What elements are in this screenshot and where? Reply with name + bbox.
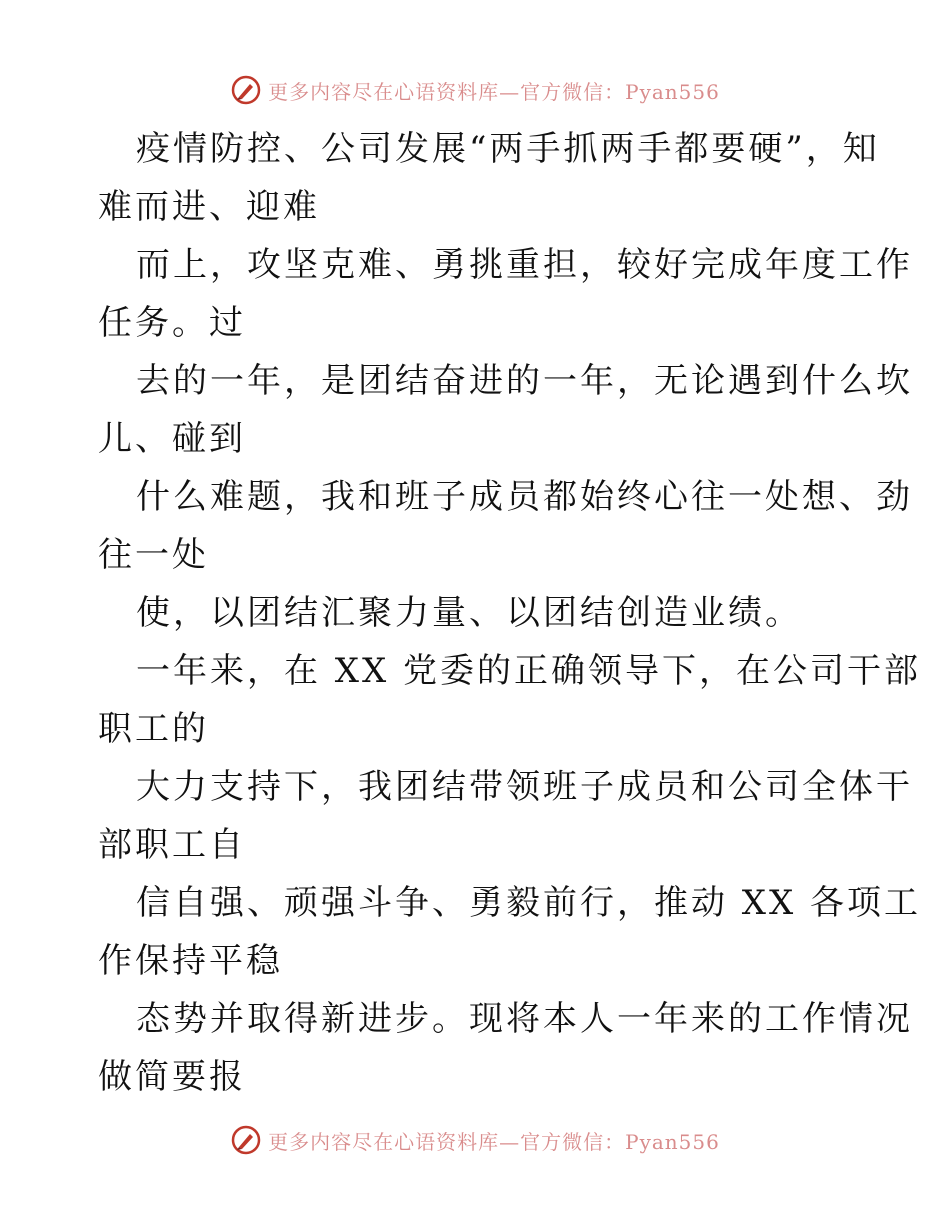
text-line: 信自强、顽强斗争、勇毅前行，推动 XX 各项工	[136, 883, 922, 923]
text-line: 做简要报	[98, 1057, 246, 1097]
text-line: 大力支持下，我团结带领班子成员和公司全体干	[136, 767, 913, 807]
text-line: 态势并取得新进步。现将本人一年来的工作情况	[136, 999, 913, 1039]
text-line: 儿、碰到	[98, 419, 246, 459]
text-line: 使，以团结汇聚力量、以团结创造业绩。	[136, 593, 802, 633]
text-line: 而上，攻坚克难、勇挑重担，较好完成年度工作	[136, 245, 913, 285]
text-line: 什么难题，我和班子成员都始终心往一处想、劲	[136, 477, 913, 517]
text-line: 疫情防控、公司发展“两手抓两手都要硬”，知	[136, 129, 880, 169]
pen-logo-icon	[230, 74, 262, 106]
watermark-text: 更多内容尽在心语资料库—官方微信：Pyan556	[268, 79, 720, 104]
text-line: 部职工自	[98, 825, 246, 865]
text-line: 作保持平稳	[98, 941, 283, 981]
text-line: 去的一年，是团结奋进的一年，无论遇到什么坎	[136, 361, 913, 401]
text-line: 任务。过	[98, 303, 246, 343]
document-body	[98, 120, 922, 1106]
text-line: 职工的	[98, 709, 209, 749]
watermark-text: 更多内容尽在心语资料库—官方微信：Pyan556	[268, 1129, 720, 1154]
text-line: 一年来，在 XX 党委的正确领导下，在公司干部	[136, 651, 922, 691]
text-line: 往一处	[98, 535, 209, 575]
footer-watermark	[0, 1120, 950, 1160]
text-line: 难而进、迎难	[98, 187, 320, 227]
pen-logo-icon	[230, 1124, 262, 1156]
header-watermark	[0, 70, 950, 110]
